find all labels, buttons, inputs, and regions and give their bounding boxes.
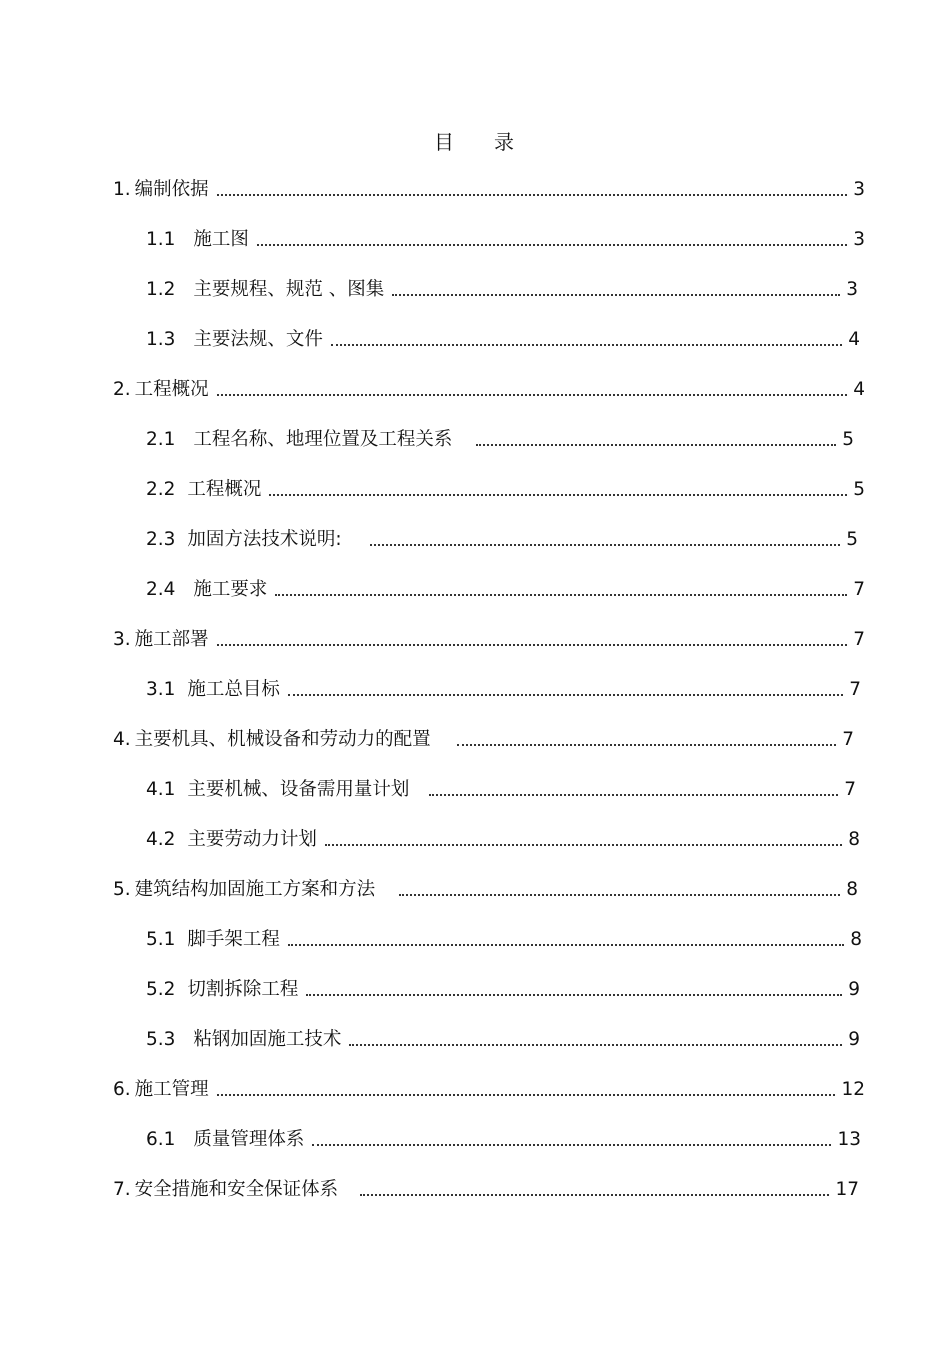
- toc-entry[interactable]: [113, 872, 858, 908]
- toc-entry-page: 7: [853, 629, 865, 650]
- toc-entry-label: 主要法规、文件: [193, 329, 323, 350]
- toc-entry-page: 5: [842, 429, 854, 450]
- toc-entry-label: 安全措施和安全保证体系: [134, 1179, 339, 1200]
- toc-entry[interactable]: [146, 522, 858, 558]
- toc-title: [0, 126, 950, 155]
- toc-entry-page: 3: [846, 279, 858, 300]
- toc-entry-number: 5.1: [146, 929, 176, 950]
- toc-entry-page: 9: [848, 1029, 860, 1050]
- toc-entry-page: 9: [848, 979, 860, 1000]
- toc-entry-label: 施工管理: [134, 1079, 209, 1100]
- toc-entry-page: 8: [850, 929, 862, 950]
- dot-leader: [457, 722, 837, 758]
- toc-entry[interactable]: [113, 172, 865, 208]
- dot-leader: [392, 272, 840, 308]
- toc-title-char-1: 目: [434, 130, 456, 154]
- dot-leader: [476, 422, 836, 458]
- toc-entry-number: 2.3: [146, 529, 176, 550]
- toc-entry-number: 3.: [113, 629, 131, 650]
- toc-entry-number: 2.1: [146, 429, 176, 450]
- toc-entry-number: 4.2: [146, 829, 176, 850]
- toc-entry[interactable]: [146, 772, 856, 808]
- dot-leader: [306, 972, 842, 1008]
- toc-entry-label: 脚手架工程: [187, 929, 280, 950]
- toc-entry[interactable]: [146, 572, 865, 608]
- toc-entry[interactable]: [146, 922, 862, 958]
- toc-entry[interactable]: [146, 272, 858, 308]
- dot-leader: [349, 1022, 842, 1058]
- toc-entry[interactable]: [146, 1022, 860, 1058]
- dot-leader: [269, 472, 847, 508]
- toc-entry-page: 4: [853, 379, 865, 400]
- toc-entry-label: 施工部署: [134, 629, 209, 650]
- toc-entry-label: 粘钢加固施工技术: [193, 1029, 342, 1050]
- dot-leader: [288, 922, 844, 958]
- toc-entry[interactable]: [146, 672, 861, 708]
- toc-entry-label: 主要规程、规范 、图集: [193, 279, 385, 300]
- toc-entry-label: 工程概况: [134, 379, 209, 400]
- toc-entry-page: 8: [846, 879, 858, 900]
- toc-entry-number: 1.: [113, 179, 131, 200]
- dot-leader: [325, 822, 842, 858]
- dot-leader: [288, 672, 843, 708]
- toc-title-char-2: 录: [494, 130, 516, 154]
- toc-entry-label: 施工要求: [193, 579, 268, 600]
- toc-entry[interactable]: [146, 972, 860, 1008]
- toc-entry-number: 6.: [113, 1079, 131, 1100]
- toc-entry-number: 3.1: [146, 679, 176, 700]
- toc-entry[interactable]: [113, 1072, 865, 1108]
- toc-entry-page: 7: [853, 579, 865, 600]
- dot-leader: [399, 872, 840, 908]
- toc-entry[interactable]: [146, 822, 860, 858]
- toc-entry-page: 7: [849, 679, 861, 700]
- toc-entry-page: 12: [841, 1079, 865, 1100]
- toc-entry-number: 4.1: [146, 779, 176, 800]
- toc-entry-number: 5.3: [146, 1029, 176, 1050]
- toc-entry[interactable]: [113, 622, 865, 658]
- toc-entry-label: 编制依据: [134, 179, 209, 200]
- toc-entry[interactable]: [113, 722, 854, 758]
- toc-entry-page: 3: [853, 179, 865, 200]
- toc-entry-page: 8: [848, 829, 860, 850]
- toc-entry-number: 2.2: [146, 479, 176, 500]
- dot-leader: [217, 1072, 836, 1108]
- toc-entry-label: 工程名称、地理位置及工程关系: [193, 429, 453, 450]
- toc-entry-label: 切割拆除工程: [187, 979, 299, 1000]
- toc-entry-number: 2.4: [146, 579, 176, 600]
- toc-entry[interactable]: [146, 1122, 861, 1158]
- dot-leader: [331, 322, 842, 358]
- toc-entry-label: 主要机具、机械设备和劳动力的配置: [134, 729, 431, 750]
- toc-entry-number: 5.2: [146, 979, 176, 1000]
- toc-entry-label: 工程概况: [187, 479, 262, 500]
- toc-entry[interactable]: [146, 222, 865, 258]
- toc-entry-label: 施工图: [193, 229, 249, 250]
- toc-entry[interactable]: [146, 472, 865, 508]
- toc-entry-label: 主要劳动力计划: [187, 829, 317, 850]
- toc-entry-number: 1.1: [146, 229, 176, 250]
- toc-entry-number: 6.1: [146, 1129, 176, 1150]
- dot-leader: [217, 622, 848, 658]
- toc-entry-page: 5: [853, 479, 865, 500]
- toc-entry-label: 建筑结构加固施工方案和方法: [134, 879, 376, 900]
- toc-entry-number: 7.: [113, 1179, 131, 1200]
- toc-entry[interactable]: [113, 1172, 859, 1208]
- dot-leader: [275, 572, 847, 608]
- toc-entry-number: 1.2: [146, 279, 176, 300]
- toc-entry-number: 4.: [113, 729, 131, 750]
- toc-entry-number: 2.: [113, 379, 131, 400]
- dot-leader: [257, 222, 847, 258]
- dot-leader: [217, 372, 848, 408]
- dot-leader: [429, 772, 838, 808]
- dot-leader: [312, 1122, 831, 1158]
- toc-entry-page: 5: [846, 529, 858, 550]
- dot-leader: [217, 172, 848, 208]
- dot-leader: [370, 522, 841, 558]
- toc-entry-page: 7: [844, 779, 856, 800]
- toc-entry-number: 1.3: [146, 329, 176, 350]
- toc-entry-label: 施工总目标: [187, 679, 280, 700]
- dot-leader: [360, 1172, 829, 1208]
- toc-entry-page: 7: [842, 729, 854, 750]
- toc-entry[interactable]: [146, 322, 860, 358]
- toc-entry-page: 17: [835, 1179, 859, 1200]
- toc-entry-label: 质量管理体系: [193, 1129, 305, 1150]
- toc-entry-page: 3: [853, 229, 865, 250]
- toc-entry-number: 5.: [113, 879, 131, 900]
- toc-entry-label: 加固方法技术说明:: [187, 529, 342, 550]
- toc-entry[interactable]: [113, 372, 865, 408]
- toc-entry-page: 4: [848, 329, 860, 350]
- toc-entry-label: 主要机械、设备需用量计划: [187, 779, 410, 800]
- toc-entry[interactable]: [146, 422, 854, 458]
- toc-entry-page: 13: [837, 1129, 861, 1150]
